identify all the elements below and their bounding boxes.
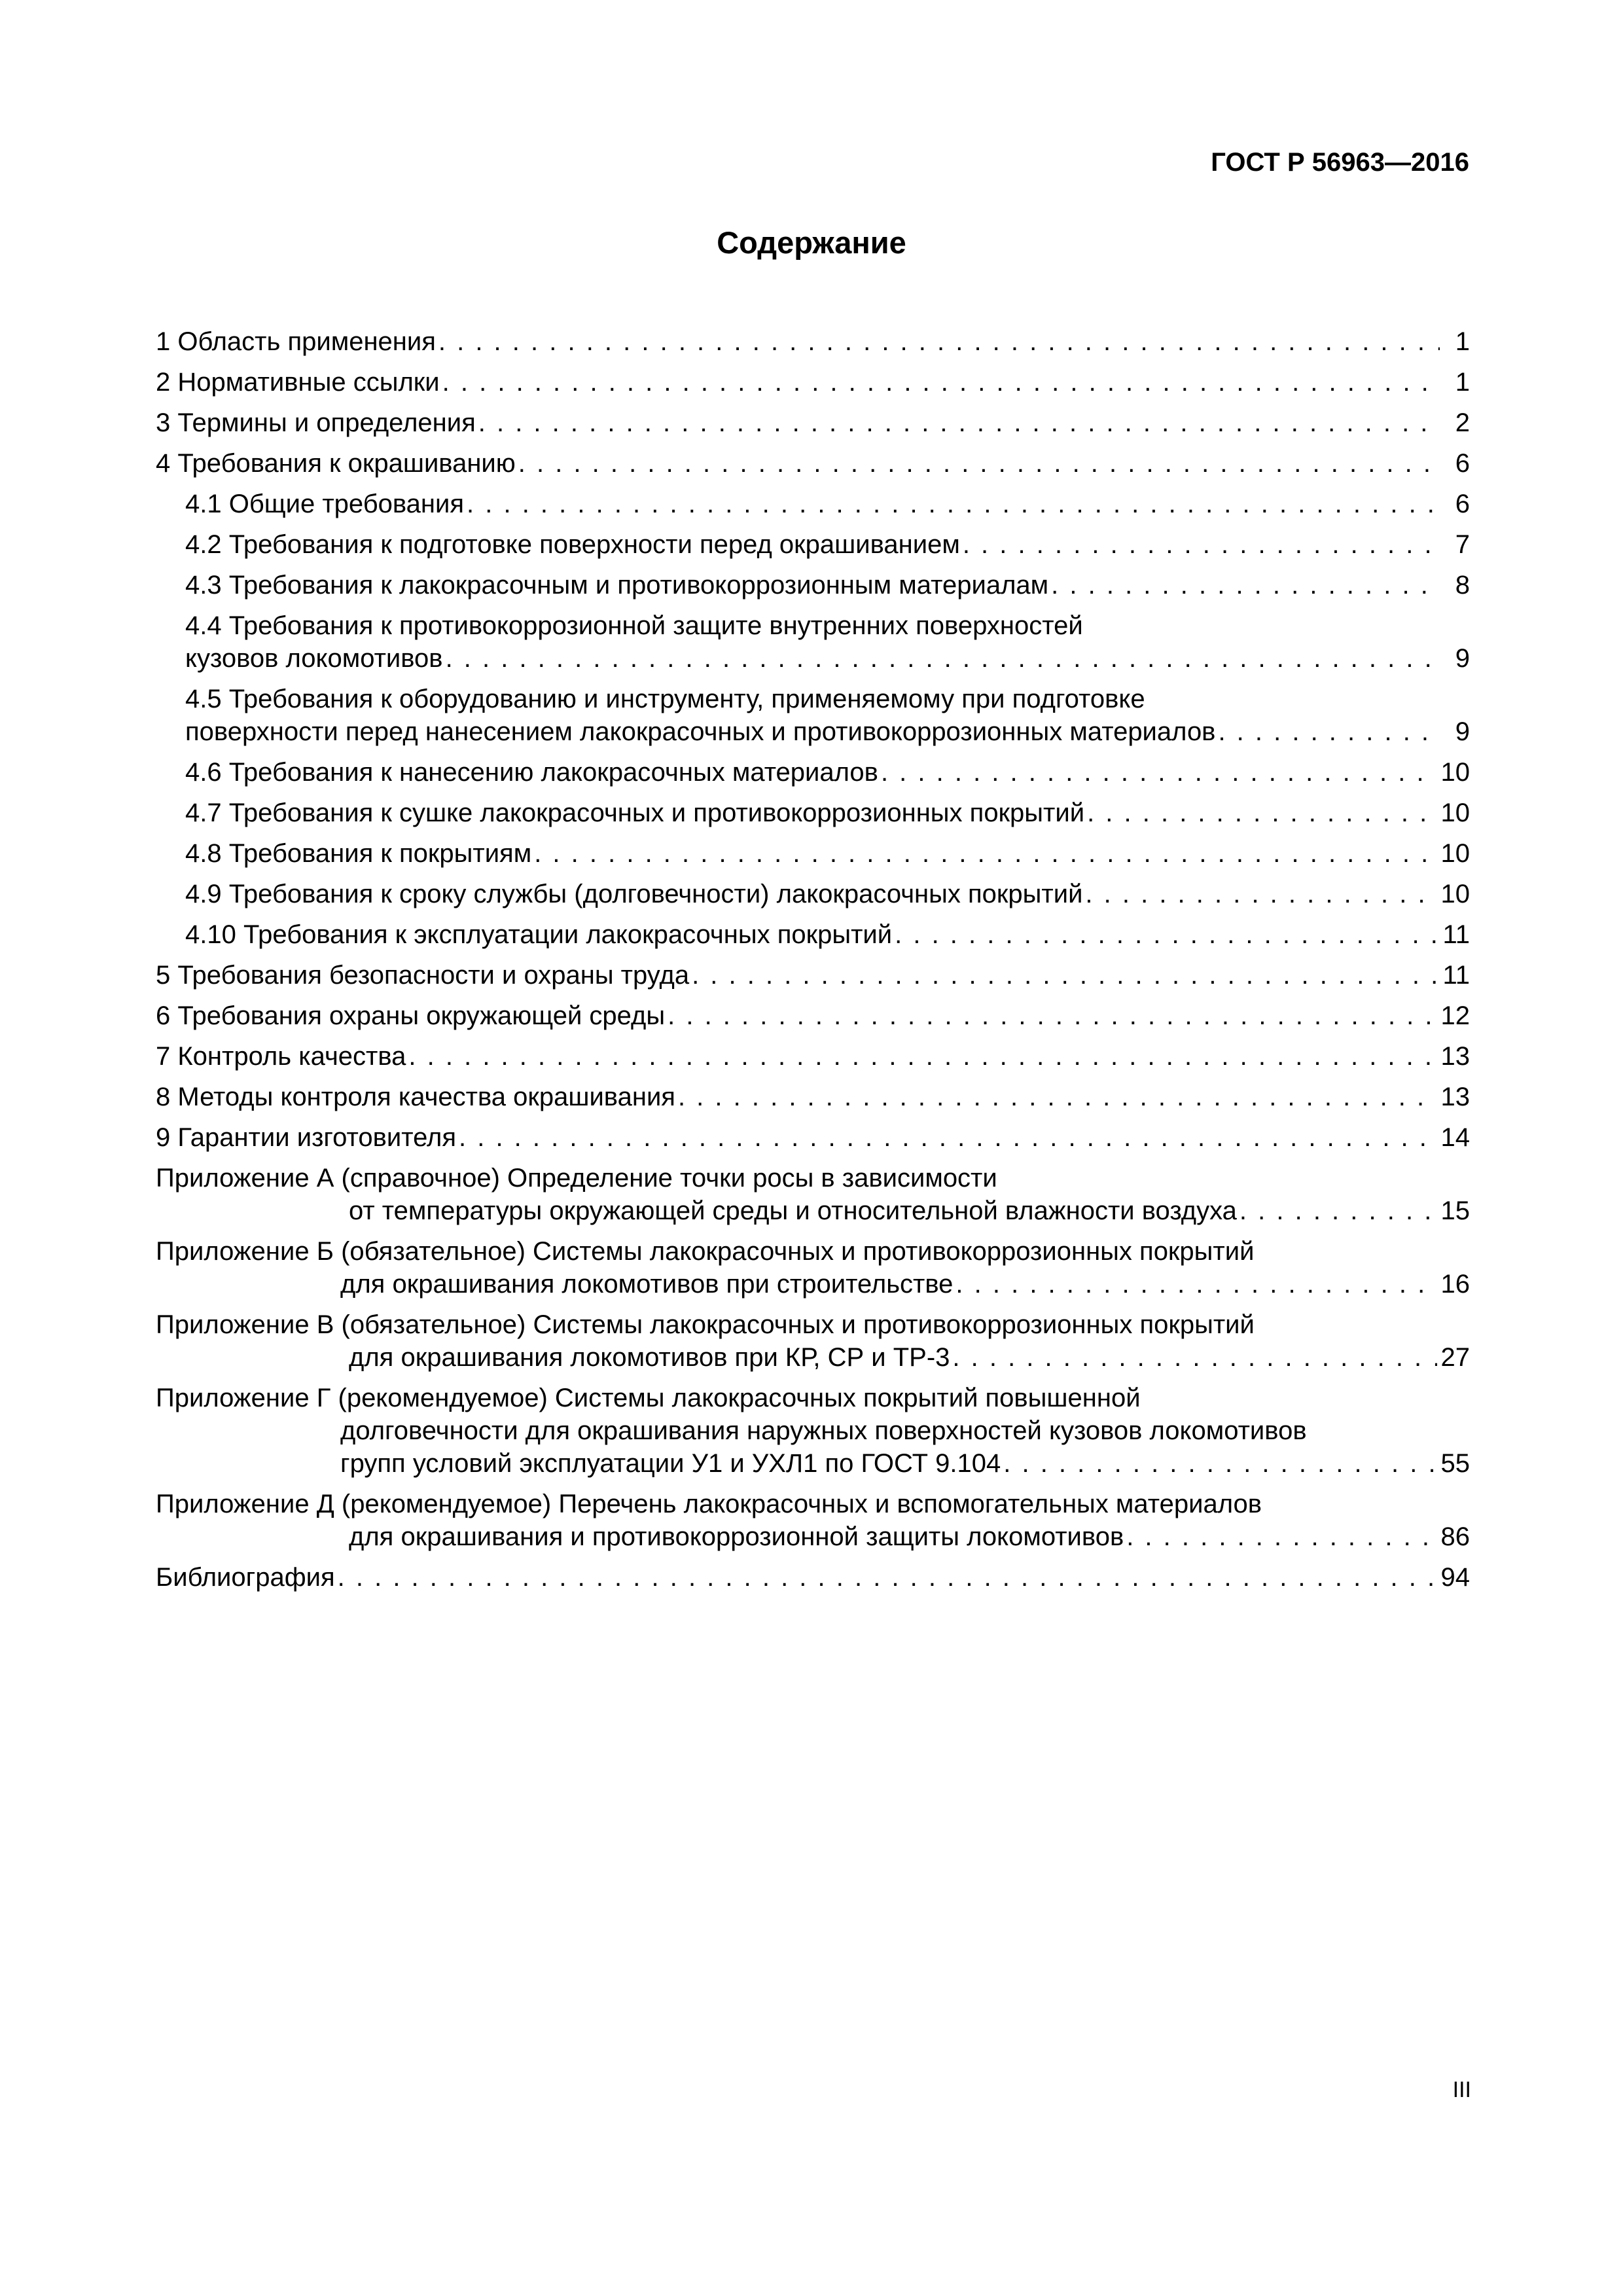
dot-leader [895, 918, 1438, 951]
toc-entry-title: Приложение Г (рекомендуемое) Системы лакокрасочных покрытий повышенной [156, 1384, 1141, 1412]
toc-entry-4[interactable] [156, 447, 1470, 488]
dot-leader [668, 999, 1436, 1032]
toc-entry-title-cont: от температуры окружающей среды и относительной влажности воздуха [349, 1196, 1237, 1225]
toc-entry-3[interactable] [156, 406, 1470, 447]
toc-entry-title: 4.3 Требования к лакокрасочным и противокоррозионным материалам [185, 571, 1049, 600]
toc-entry-appendix-d[interactable] [156, 1488, 1470, 1561]
toc-entry-title: 9 Гарантии изготовителя [156, 1123, 456, 1152]
toc-entry-2[interactable] [156, 366, 1470, 406]
toc-entry-4-2[interactable] [156, 528, 1470, 569]
dot-leader [467, 488, 1440, 520]
toc-entry-title: 4.2 Требования к подготовке поверхности перед окрашиванием [185, 530, 960, 559]
dot-leader [459, 1121, 1437, 1154]
dot-leader [478, 406, 1440, 439]
toc-page-number: 10 [1440, 880, 1470, 908]
toc-entry-title: 4.8 Требования к покрытиям [185, 839, 532, 868]
toc-entry-4-5[interactable] [156, 683, 1470, 756]
toc-entry-title-cont: кузовов локомотивов [185, 644, 443, 673]
toc-entry-9[interactable] [156, 1121, 1470, 1162]
toc-entry-appendix-v[interactable] [156, 1308, 1470, 1382]
toc-entry-title: 4.7 Требования к сушке лакокрасочных и противокоррозионных покрытий [185, 798, 1085, 827]
toc-entry-4-1[interactable] [156, 488, 1470, 528]
dot-leader [1085, 878, 1436, 910]
toc-entry-4-6[interactable] [156, 756, 1470, 797]
toc-page-number: 14 [1440, 1123, 1470, 1152]
toc-page-number: 55 [1440, 1449, 1470, 1478]
toc-page-number: 7 [1455, 530, 1470, 559]
toc-entry-title: 4 Требования к окрашиванию [156, 449, 516, 478]
toc-entry-title: Приложение В (обязательное) Системы лакокрасочных и противокоррозионных покрытий [156, 1310, 1255, 1339]
toc-page-number: 94 [1440, 1563, 1470, 1592]
toc-page-number: 9 [1455, 717, 1470, 746]
dot-leader [518, 447, 1440, 480]
dot-leader [534, 837, 1436, 870]
dot-leader [1051, 569, 1440, 601]
toc-page-number: 12 [1440, 1001, 1470, 1030]
toc-entry-title: 5 Требования безопасности и охраны труда [156, 961, 690, 990]
toc-page-number: 6 [1455, 449, 1470, 478]
toc-entry-title-cont: групп условий эксплуатации У1 и УХЛ1 по ГОСТ 9.104 [340, 1449, 1001, 1478]
document-code: ГОСТ Р 56963—2016 [1211, 148, 1469, 177]
toc-page-number: 86 [1440, 1522, 1470, 1551]
toc-entry-4-4[interactable] [156, 609, 1470, 683]
toc-page-number: 13 [1440, 1083, 1470, 1111]
toc-entry-title: Приложение Д (рекомендуемое) Перечень лакокрасочных и вспомогательных материалов [156, 1490, 1262, 1518]
toc-entry-title: 6 Требования охраны окружающей среды [156, 1001, 666, 1030]
toc-entry-4-8[interactable] [156, 837, 1470, 878]
toc-page-number: 9 [1455, 644, 1470, 673]
toc-entry-title: 4.4 Требования к противокоррозионной защите внутренних поверхностей [185, 611, 1083, 640]
toc-entry-5[interactable] [156, 959, 1470, 999]
dot-leader [338, 1561, 1437, 1594]
dot-leader [881, 756, 1437, 789]
toc-entry-appendix-b[interactable] [156, 1235, 1470, 1308]
toc-entry-title-cont: для окрашивания локомотивов при КР, СР и ТР-3 [349, 1343, 950, 1372]
toc-page-number: 6 [1455, 490, 1470, 518]
dot-leader [952, 1341, 1436, 1374]
dot-leader [1126, 1520, 1436, 1553]
dot-leader [963, 528, 1440, 561]
toc-entry-title-cont: для окрашивания локомотивов при строительстве [340, 1270, 954, 1299]
toc-entry-title: Приложение А (справочное) Определение точки росы в зависимости [156, 1164, 997, 1193]
toc-entry-title: 4.6 Требования к нанесению лакокрасочных материалов [185, 758, 878, 787]
toc-entry-title-cont: поверхности перед нанесением лакокрасочных и противокоррозионных материалов [185, 717, 1216, 746]
toc-page-number: 10 [1440, 758, 1470, 787]
toc-page-number: 15 [1440, 1196, 1470, 1225]
toc-entry-title: 4.9 Требования к сроку службы (долговечности) лакокрасочных покрытий [185, 880, 1083, 908]
dot-leader [955, 1268, 1436, 1300]
toc-entry-7[interactable] [156, 1040, 1470, 1081]
toc-page-number: 16 [1440, 1270, 1470, 1299]
toc-page-number: 2 [1455, 408, 1470, 437]
dot-leader [446, 642, 1440, 675]
toc-entry-title: Библиография [156, 1563, 335, 1592]
toc-page-number: 1 [1455, 368, 1470, 397]
page-title: Содержание [717, 225, 906, 260]
dot-leader [1240, 1194, 1437, 1227]
toc-entry-title: 4.1 Общие требования [185, 490, 465, 518]
toc-page-number: 11 [1442, 961, 1470, 990]
dot-leader [408, 1040, 1436, 1073]
toc-page-number: 8 [1455, 571, 1470, 600]
dot-leader [692, 959, 1438, 992]
toc-page-number: 10 [1440, 839, 1470, 868]
toc-entry-appendix-a[interactable] [156, 1162, 1470, 1235]
toc-entry-8[interactable] [156, 1081, 1470, 1121]
toc-entry-bibliography[interactable] [156, 1561, 1470, 1602]
toc-entry-4-7[interactable] [156, 797, 1470, 837]
toc-entry-6[interactable] [156, 999, 1470, 1040]
toc-page-number: 10 [1440, 798, 1470, 827]
table-of-contents [156, 325, 1470, 1602]
toc-entry-title: 1 Область применения [156, 327, 436, 356]
page-number: III [1452, 2077, 1471, 2102]
toc-entry-title: 4.10 Требования к эксплуатации лакокрасочных покрытий [185, 920, 893, 949]
toc-entry-title: 4.5 Требования к оборудованию и инструменту, применяемому при подготовке [185, 685, 1145, 713]
toc-entry-4-3[interactable] [156, 569, 1470, 609]
toc-page-number: 13 [1440, 1042, 1470, 1071]
toc-entry-title: 3 Термины и определения [156, 408, 476, 437]
toc-page-number: 11 [1442, 920, 1470, 949]
dot-leader [442, 366, 1440, 399]
toc-entry-appendix-g[interactable] [156, 1382, 1470, 1488]
toc-entry-4-10[interactable] [156, 918, 1470, 959]
dot-leader [438, 325, 1440, 358]
toc-entry-title-cont: для окрашивания и противокоррозионной защиты локомотивов [349, 1522, 1124, 1551]
toc-entry-title: 2 Нормативные ссылки [156, 368, 440, 397]
dot-leader [1218, 715, 1440, 748]
toc-page-number: 1 [1455, 327, 1470, 356]
dot-leader [1003, 1447, 1436, 1480]
toc-entry-title: 7 Контроль качества [156, 1042, 406, 1071]
dot-leader [678, 1081, 1437, 1113]
dot-leader [1087, 797, 1436, 829]
toc-page-number: 27 [1440, 1343, 1470, 1372]
toc-entry-title: Приложение Б (обязательное) Системы лакокрасочных и противокоррозионных покрытий [156, 1237, 1255, 1266]
toc-entry-title-cont: долговечности для окрашивания наружных поверхностей кузовов локомотивов [340, 1416, 1307, 1445]
toc-entry-4-9[interactable] [156, 878, 1470, 918]
toc-entry-title: 8 Методы контроля качества окрашивания [156, 1083, 675, 1111]
toc-entry-1[interactable] [156, 325, 1470, 366]
